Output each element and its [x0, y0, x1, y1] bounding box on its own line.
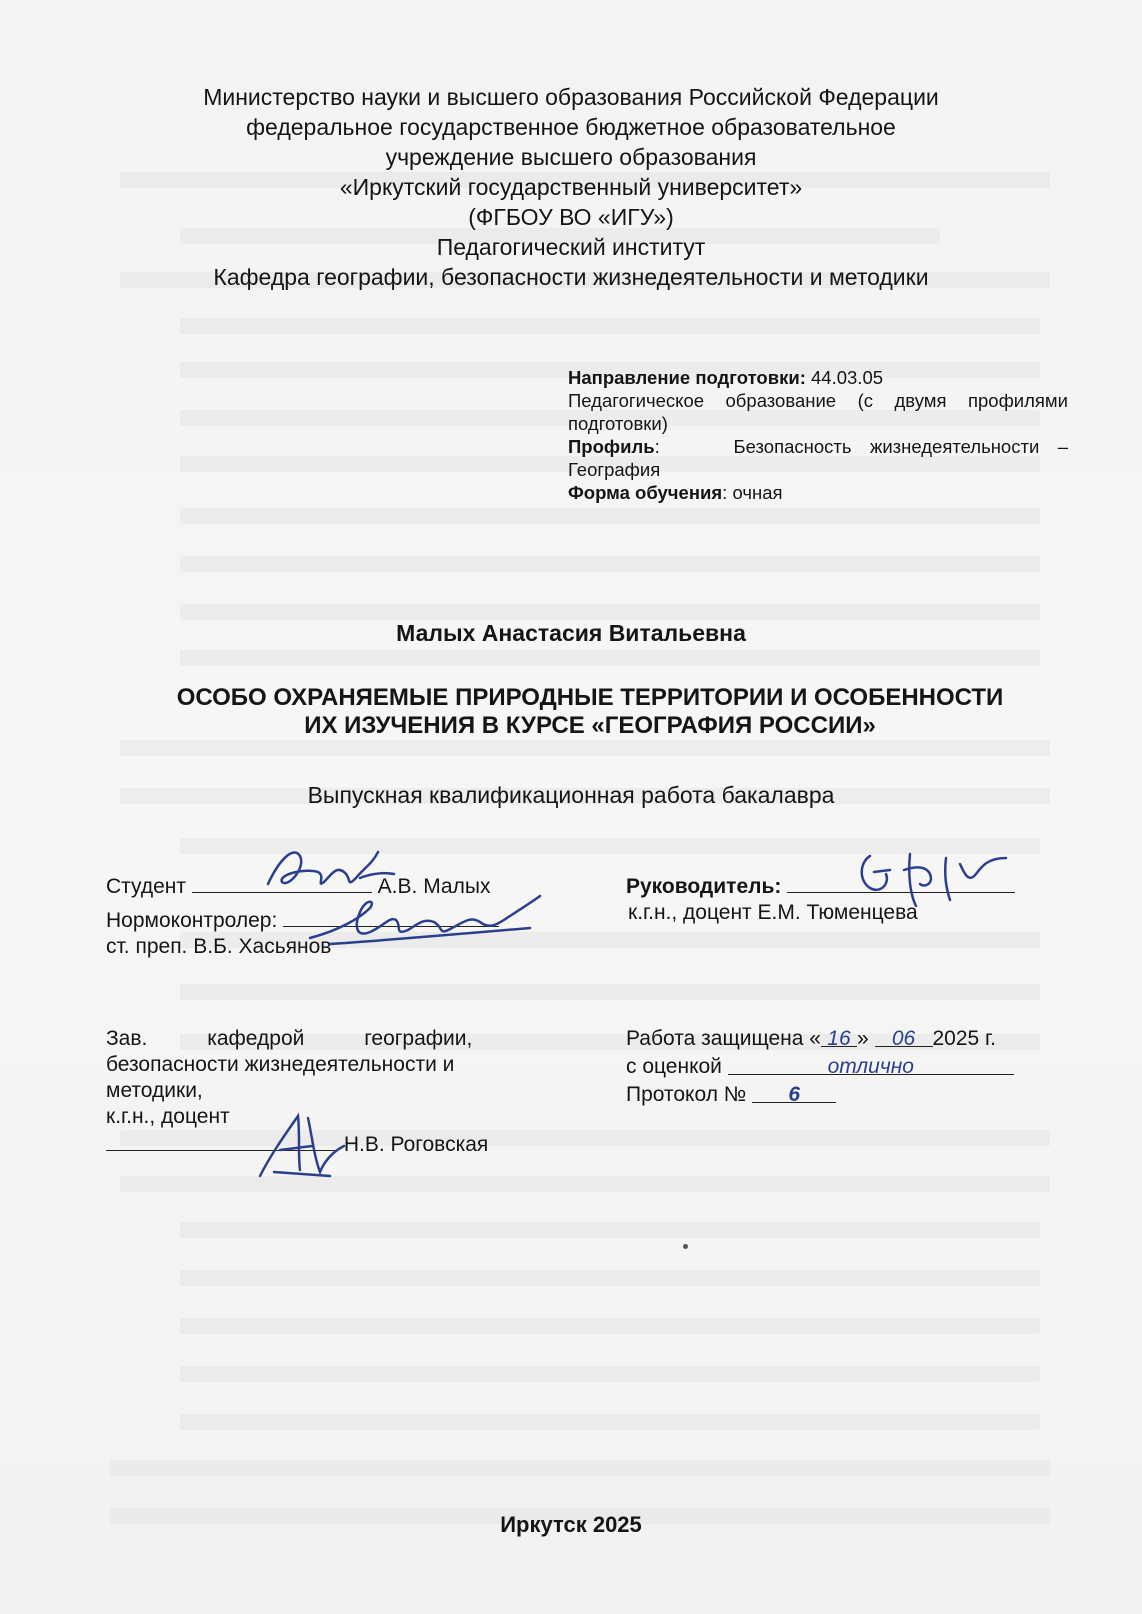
head-line-1 — [106, 1026, 516, 1052]
work-type: Выпускная квалификационная работа бакалавра — [307, 782, 835, 808]
profile-label: Профиль — [568, 436, 655, 457]
institution-line-2: учреждение высшего образования — [385, 144, 757, 170]
direction-text: Педагогическое образование (с двумя профилями подготовки) — [568, 390, 1068, 434]
supervisor-name: к.г.н., доцент Е.М. Тюменцева — [628, 901, 918, 924]
profile-text: Безопасность жизнедеятельности – География — [568, 436, 1069, 480]
direction-row — [568, 366, 1068, 389]
defense-prefix: Работа защищена « — [626, 1027, 821, 1050]
form-label: Форма обучения — [568, 482, 723, 503]
student-signature-line — [192, 872, 372, 893]
institution-header — [0, 82, 1142, 292]
program-info — [568, 366, 1068, 504]
defense-grade-row — [626, 1054, 1014, 1080]
form-text: очная — [732, 482, 783, 503]
normcontrol-label: Нормоконтролер: — [106, 909, 278, 932]
student-name: А.В. Малых — [377, 875, 491, 898]
protocol-label: Протокол № — [626, 1083, 747, 1106]
department-name: Кафедра географии, безопасности жизнедеятельности и методики — [213, 264, 929, 290]
university-abbr: (ФГБОУ ВО «ИГУ») — [468, 204, 674, 230]
head-position-line-2: безопасности жизнедеятельности и — [106, 1053, 455, 1076]
grade-label: с оценкой — [626, 1055, 722, 1078]
head-degree: к.г.н., доцент — [106, 1105, 230, 1128]
defense-year: 2025 г. — [932, 1027, 996, 1050]
protocol-row — [626, 1082, 836, 1108]
direction-label: Направление подготовки: — [568, 367, 806, 388]
paper-speck — [683, 1244, 688, 1249]
supervisor-signature-line — [787, 872, 1015, 893]
normcontrol-name: ст. преп. В.Б. Хасьянов — [106, 935, 332, 958]
direction-code: 44.03.05 — [811, 367, 884, 388]
form-row: Форма обучения: очная — [568, 482, 783, 503]
normcontrol-signature-block — [106, 906, 499, 934]
thesis-title-line-2: ИХ ИЗУЧЕНИЯ В КУРСЕ «ГЕОГРАФИЯ РОССИИ» — [304, 712, 876, 739]
institution-line-1: федеральное государственное бюджетное образовательное — [246, 114, 896, 140]
head-of-department-block — [106, 1026, 516, 1158]
ministry-line: Министерство науки и высшего образования Российской Федерации — [203, 84, 939, 110]
supervisor-label: Руководитель: — [626, 875, 782, 898]
supervisor-signature-block — [626, 872, 1015, 900]
protocol-number: 6 — [752, 1082, 836, 1103]
grade-value: отлично — [728, 1054, 1014, 1075]
author-name: Малых Анастасия Витальевна — [396, 620, 746, 646]
defense-mid: » — [856, 1027, 869, 1050]
head-position-line-1: Зав. кафедрой географии, — [106, 1027, 473, 1050]
normcontrol-signature-line — [283, 906, 499, 927]
defense-date-row — [626, 1026, 996, 1052]
city-year: Иркутск 2025 — [500, 1512, 642, 1537]
defense-month: 06 — [875, 1026, 933, 1047]
student-label: Студент — [106, 875, 186, 898]
head-signature-line — [106, 1130, 338, 1151]
thesis-title — [110, 684, 1070, 740]
head-name: Н.В. Роговская — [343, 1133, 489, 1156]
student-signature-block — [106, 872, 490, 900]
institute-name: Педагогический институт — [436, 234, 706, 260]
profile-row: Профиль: Безопасность жизнедеятельности – География — [568, 436, 1069, 480]
head-signature-row — [106, 1130, 516, 1158]
defense-day: 16 — [821, 1026, 857, 1047]
university-name: «Иркутский государственный университет» — [339, 174, 803, 200]
thesis-title-line-1: ОСОБО ОХРАНЯЕМЫЕ ПРИРОДНЫЕ ТЕРРИТОРИИ И ОСОБЕННОСТИ — [176, 684, 1004, 711]
head-position-line-3: методики, — [106, 1079, 203, 1102]
